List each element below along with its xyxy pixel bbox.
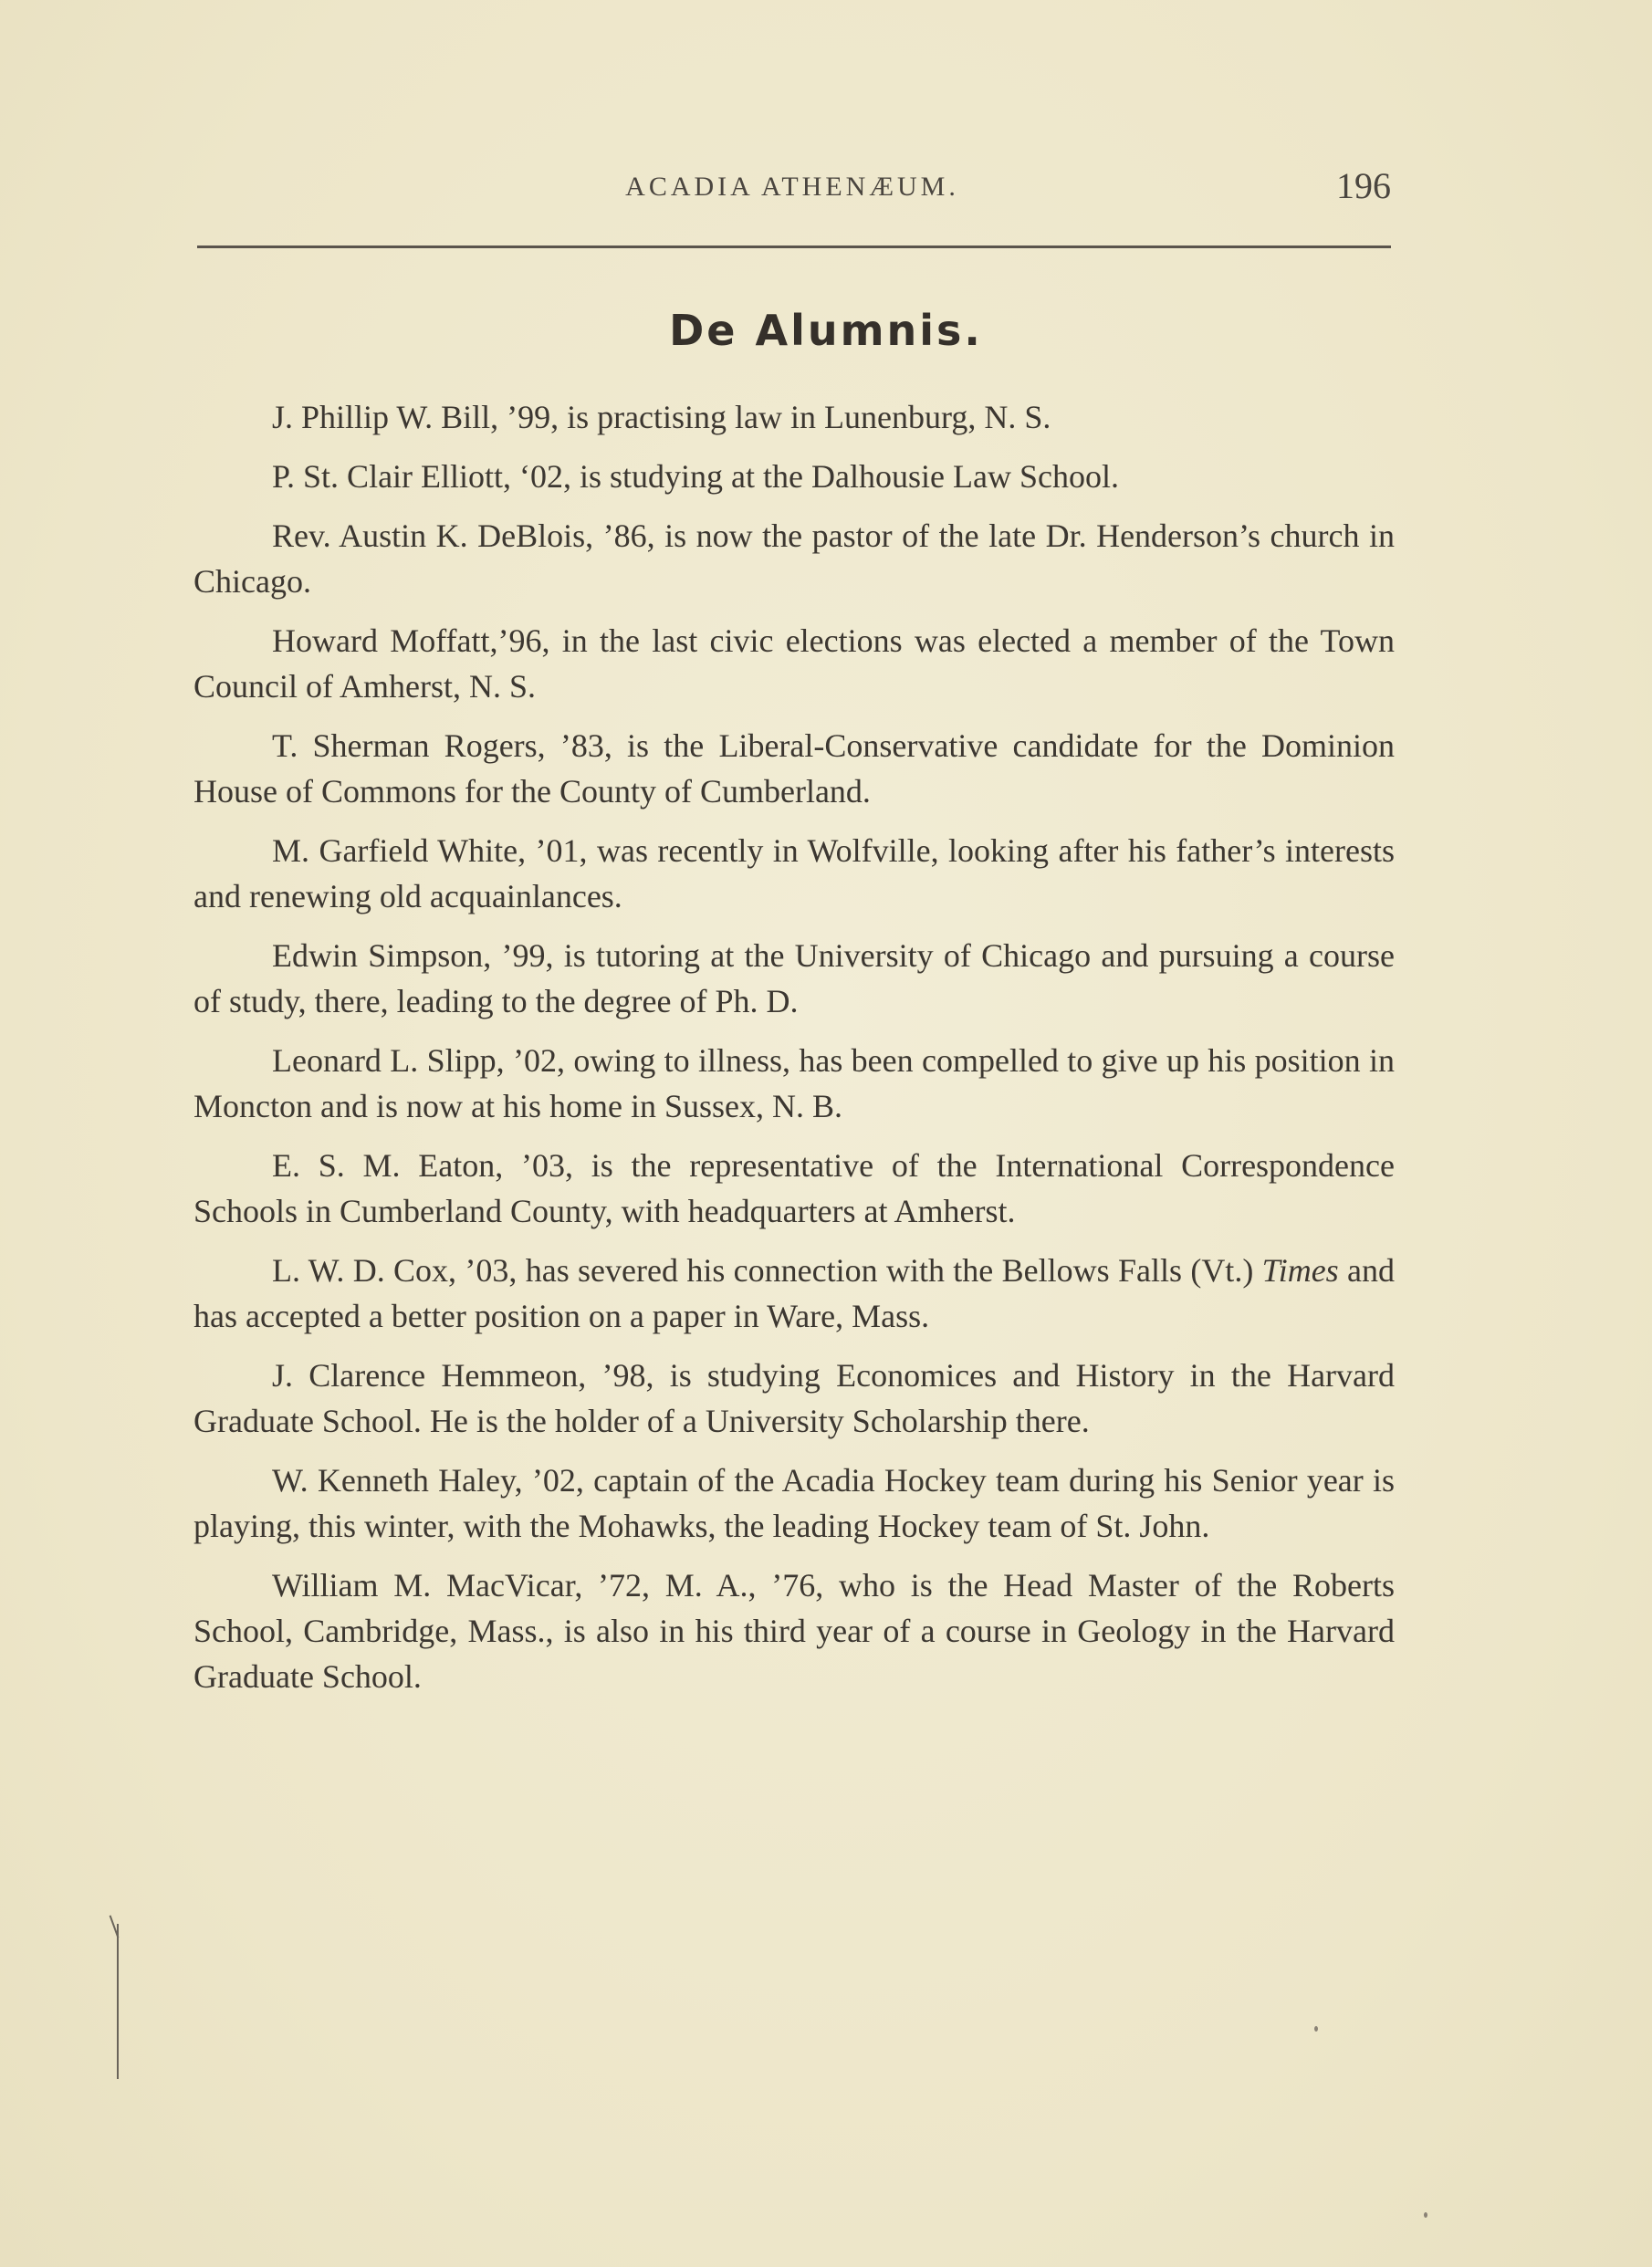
paper-speck <box>1314 2026 1318 2032</box>
alumni-entry-white: M. Garfield White, ’01, was recently in Wolfville, looking after his father’s interests and renewing old acquainlances. <box>193 832 1395 914</box>
running-head <box>193 165 1391 217</box>
alumni-entry-slipp: Leonard L. Slipp, ’02, owing to illness, has been compelled to give up his position in Moncton and is now at his home in Sussex, N. B. <box>193 1042 1395 1124</box>
alumni-entry-simpson: Edwin Simpson, ’99, is tutoring at the University of Chicago and pursuing a course of study, there, leading to the degree of Ph. D. <box>193 937 1395 1019</box>
alumni-entry-macvicar: William M. MacVicar, ’72, M. A., ’76, who is the Head Master of the Roberts School, Cambridge, Mass., is also in his third year of a course in Geology in the Harvard Graduate School. <box>193 1567 1395 1695</box>
alumni-entry-elliott: P. St. Clair Elliott, ‘02, is studying at the Dalhousie Law School. <box>272 458 1119 495</box>
page-number: 196 <box>1336 165 1391 206</box>
header-rule <box>197 246 1391 248</box>
cox-text-after: and has accepted a better position on a paper in Ware, Mass. <box>193 1252 1396 1334</box>
cox-text-before: L. W. D. Cox, ’03, has severed his connection with the Bellows Falls (Vt.) <box>272 1252 1262 1289</box>
alumni-entry-eaton: E. S. M. Eaton, ’03, is the representative of the International Correspondence Schools in Cumberland County, with headquarters at Amherst. <box>193 1147 1395 1229</box>
alumni-entry-deblois: Rev. Austin K. DeBlois, ’86, is now the pastor of the late Dr. Henderson’s church in Chicago. <box>193 517 1395 600</box>
alumni-entry-rogers: T. Sherman Rogers, ’83, is the Liberal-Conservative candidate for the Dominion House of Commons for the County of Cumberland. <box>193 727 1395 810</box>
alumni-entry-cox <box>193 1248 1395 1339</box>
running-title: ACADIA ATHENÆUM. <box>625 172 959 202</box>
alumni-entry-hemmeon: J. Clarence Hemmeon, ’98, is studying Economices and History in the Harvard Graduate School. He is the holder of a University Scholarship there. <box>193 1357 1395 1439</box>
alumni-entry-haley: W. Kenneth Haley, ’02, captain of the Acadia Hockey team during his Senior year is playing, this winter, with the Mohawks, the leading Hockey team of St. John. <box>193 1462 1395 1544</box>
newspaper-title-times: Times <box>1261 1252 1339 1289</box>
margin-pencil-mark <box>117 1924 119 2079</box>
paper-speck <box>1424 2212 1427 2218</box>
body-text <box>193 394 1395 1713</box>
section-title: De Alumnis. <box>669 306 983 355</box>
alumni-entry-moffatt: Howard Moffatt,’96, in the last civic elections was elected a member of the Town Council of Amherst, N. S. <box>193 622 1395 705</box>
alumni-entry-bill: J. Phillip W. Bill, ’99, is practising law in Lunenburg, N. S. <box>272 399 1051 435</box>
